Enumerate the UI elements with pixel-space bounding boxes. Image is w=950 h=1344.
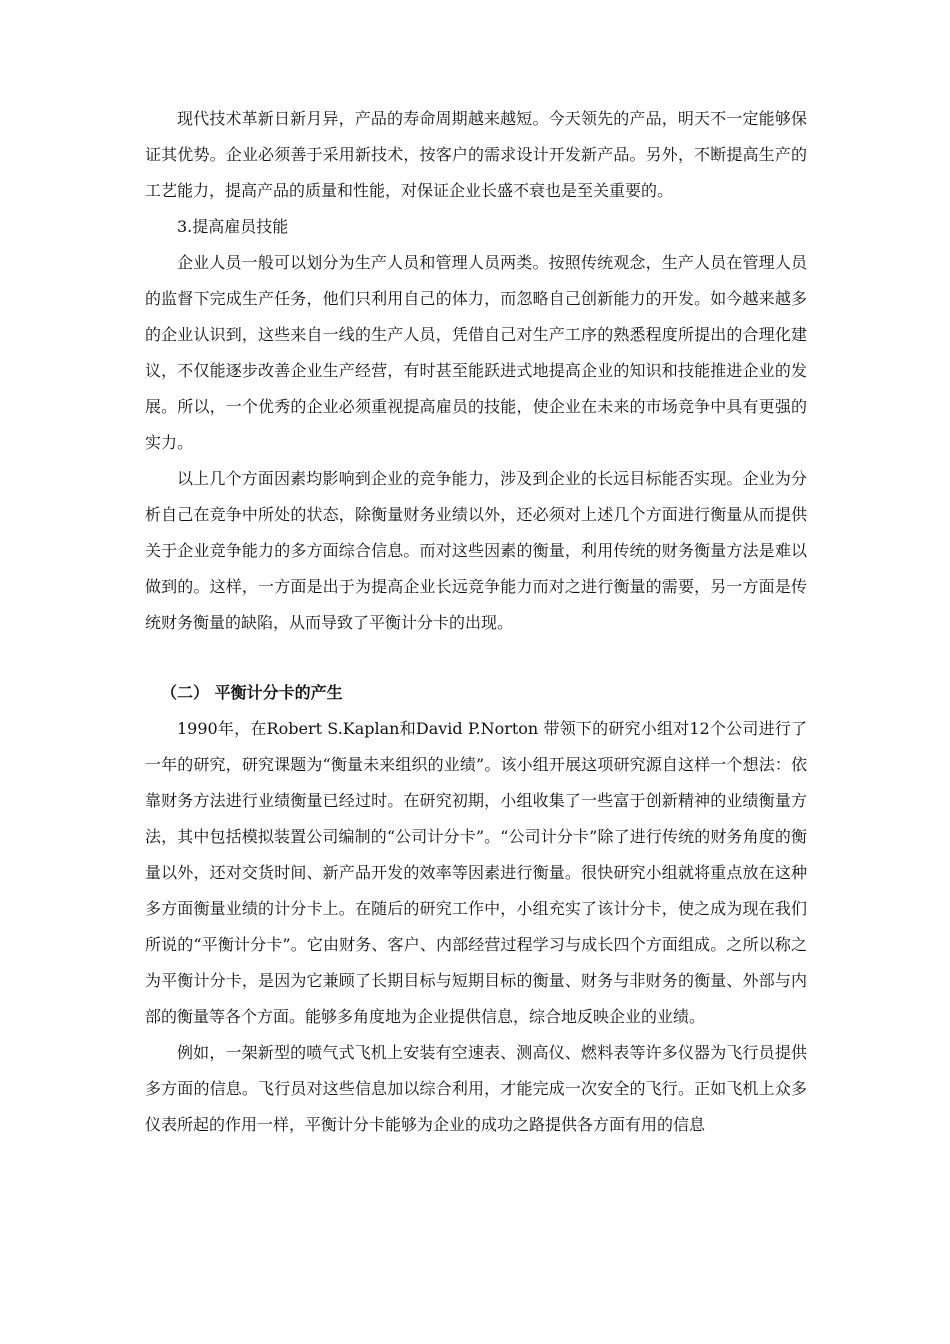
paragraph-jet-aircraft-analogy: 例如，一架新型的喷气式飞机上安装有空速表、测高仪、燃料表等许多仪器为飞行员提供多方面的信息。飞行员对这些信息加以综合利用，才能完成一次安全的飞行。正如飞机上众多仪表所起的作用一样，平衡计分卡能够为企业的成功之路提供各方面有用的信息 [145, 1043, 807, 1134]
subheading-employee-skills: 3.提高雇员技能 [177, 217, 289, 236]
section-heading-balanced-scorecard-origin: （二） 平衡计分卡的产生 [161, 683, 343, 702]
paragraph-kaplan-norton-research: 1990年，在Robert S.Kaplan和David P.Norton 带领下的研究小组对12个公司进行了一年的研究，研究课题为“衡量未来组织的业绩”。该小组开展这项研究源自这样一个想法：依靠财务方法进行业绩衡量已经过时。在研究初期，小组收集了一些富于创新精神的业绩衡量方法，其中包括模拟装置公司编制的“公司计分卡”。“公司计分卡”除了进行传统的财务角度的衡量以外，还对交货时间、新产品开发的效率等因素进行衡量。很快研究小组就将重点放在这种多方面衡量业绩的计分卡上。在随后的研究工作中，小组充实了该计分卡，使之成为现在我们所说的“平衡计分卡”。它由财务、客户、内部经营过程学习与成长四个方面组成。之所以称之为平衡计分卡，是因为它兼顾了长期目标与短期目标的衡量、财务与非财务的衡量、外部与内部的衡量等各个方面。能够多角度地为企业提供信息，综合地反映企业的业绩。 [145, 719, 807, 1026]
document-page [145, 101, 807, 1143]
paragraph-competitive-factors: 以上几个方面因素均影响到企业的竞争能力，涉及到企业的长远目标能否实现。企业为分析自己在竞争中所处的状态，除衡量财务业绩以外，还必须对上述几个方面进行衡量从而提供关于企业竞争能力的多方面综合信息。而对这些因素的衡量，利用传统的财务衡量方法是难以做到的。这样，一方面是出于为提高企业长远竞争能力而对之进行衡量的需要，另一方面是传统财务衡量的缺陷，从而导致了平衡计分卡的出现。 [145, 469, 807, 632]
paragraph-employee-skills: 企业人员一般可以划分为生产人员和管理人员两类。按照传统观念，生产人员在管理人员的监督下完成生产任务，他们只利用自己的体力，而忽略自己创新能力的开发。如今越来越多的企业认识到，这些来自一线的生产人员，凭借自己对生产工序的熟悉程度所提出的合理化建议，不仅能逐步改善企业生产经营，有时甚至能跃进式地提高企业的知识和技能推进企业的发展。所以，一个优秀的企业必须重视提高雇员的技能，使企业在未来的市场竞争中具有更强的实力。 [145, 253, 807, 452]
paragraph-new-technology: 现代技术革新日新月异，产品的寿命周期越来越短。今天领先的产品，明天不一定能够保证其优势。企业必须善于采用新技术，按客户的需求设计开发新产品。另外，不断提高生产的工艺能力，提高产品的质量和性能，对保证企业长盛不衰也是至关重要的。 [145, 109, 807, 200]
